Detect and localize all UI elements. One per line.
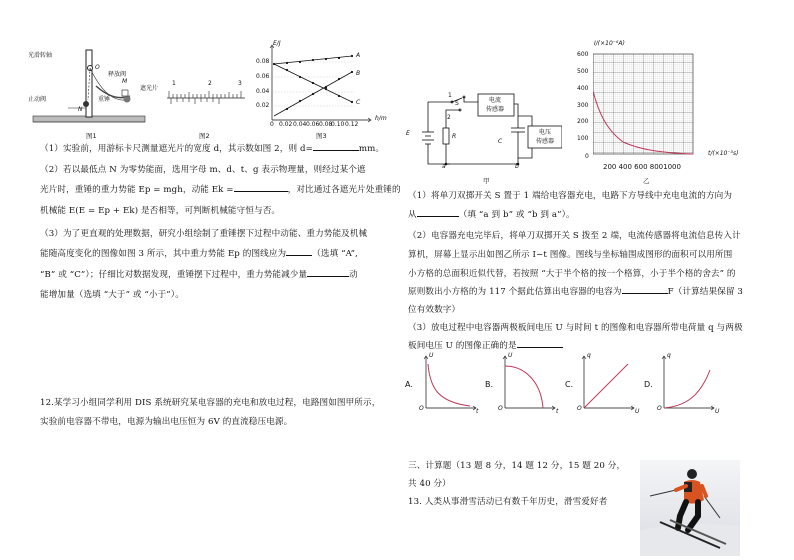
fig3-caption: 图3 [316, 132, 327, 140]
fig2-caption: 图2 [199, 132, 210, 140]
fig3-ytick-3: 0.02 [256, 102, 270, 109]
option-b-xlabel: t [556, 408, 559, 415]
circuit-label-2: 2 [447, 114, 451, 121]
fig3-label-a: A [356, 52, 361, 59]
option-b-graph [497, 352, 559, 414]
option-a-letter: A. [405, 380, 413, 389]
fig2-tick-1: 1 [172, 80, 176, 87]
option-b-letter: B. [485, 380, 494, 389]
graph-caption: 乙 [643, 177, 650, 185]
option-b-origin: O [498, 405, 503, 412]
fig1-caption: 图1 [86, 132, 97, 140]
option-a-xlabel: t [476, 408, 479, 415]
right-q1-line2: 从 （填 “a 到 b” 或 “b 到 a”）。 [408, 207, 575, 224]
left-q12-line2: 实验前电容器不带电，电源为输出电压恒为 6V 的直流稳压电源。 [40, 417, 293, 427]
fig3-ytick-0: 0.08 [256, 58, 270, 65]
circuit-label-c: C [498, 138, 503, 145]
fig1-label-stop: 止动阀 [28, 96, 47, 103]
graph-xticks: 200 400 600 8001000 [603, 163, 681, 171]
graph-ytick-0: 0 [585, 153, 589, 160]
fig1-label-weight: 重锤 [98, 96, 111, 103]
graph-ytick-100: 100 [577, 135, 589, 142]
skier-photo [640, 460, 740, 556]
circuit-label-a: a [442, 163, 446, 170]
option-a-origin: O [419, 405, 424, 412]
fig3-xtick-4: 0.08 [319, 121, 333, 128]
fig1-label-m: M [122, 78, 128, 85]
current-time-graph [593, 52, 713, 164]
right-q1-line1: （1）将单刀双掷开关 S 置于 1 端给电容器充电，电路下方导线中充电电流的方向为 [408, 191, 733, 201]
fig3-label-c: C [356, 99, 361, 106]
graph-ytick-400: 400 [577, 85, 589, 92]
fig1-label-release: 释放阀 [108, 71, 127, 78]
left-q2-line1: （2）若以最低点 N 为零势能面，选用字母 m、d、t、g 表示物理量，则经过某个遮 [40, 165, 366, 175]
fig3-xtick-1: 0.02 [279, 121, 293, 128]
fig3-xtick-6: 0.12 [345, 121, 359, 128]
fig3-xtick-5: 0.10 [331, 121, 345, 128]
fig3-xtick-0: 0 [270, 121, 274, 128]
section-3-heading-line2: 共 40 分） [408, 479, 451, 489]
option-c-letter: C. [565, 380, 574, 389]
voltage-sensor-box: 电压 传感器 [535, 129, 554, 145]
graph-ytick-500: 500 [577, 68, 589, 75]
fig3-label-b: B [356, 70, 361, 77]
option-a-ylabel: U [429, 352, 434, 359]
left-q3-line2: 能随高度变化的图像如图 3 所示，其中重力势能 Ep 的图线应为 （选填 “A”, [40, 246, 358, 263]
fig3-ylabel: E/J [273, 40, 281, 47]
left-q12-line1: 12.某学习小组同学利用 DIS 系统研究某电容器的充电和放电过程，电路图如图甲所示， [40, 398, 381, 408]
fig3-xtick-2: 0.04 [293, 121, 307, 128]
right-q2-line1: （2）电容器充电完毕后，将单刀双掷开关 S 拨至 2 端，电流传感器将电流信息传入计 [408, 231, 741, 241]
section-3-heading-line1: 三、计算题（13 题 8 分，14 题 12 分，15 题 20 分， [408, 461, 626, 471]
option-c-origin: O [577, 405, 582, 412]
fig3-xtick-3: 0.06 [306, 121, 320, 128]
option-d-letter: D. [644, 380, 653, 389]
option-d-graph [656, 352, 718, 414]
graph-ytick-200: 200 [577, 118, 589, 125]
circuit-label-r: R [452, 133, 457, 140]
fig3-xlabel: h/m [375, 115, 387, 122]
graph-xlabel: t/(×10⁻³s) [708, 150, 739, 157]
circuit-label-s: S [455, 100, 459, 107]
question-13-text: 13. 人类从事滑雪活动已有数千年历史，滑雪爱好者 [408, 497, 608, 507]
option-c-graph [576, 352, 638, 414]
option-d-origin: O [657, 405, 662, 412]
left-q1: （1）实验前，用游标卡尺测量遮光片的宽度 d，其示数如图 2，则 d= mm。 [40, 141, 384, 158]
left-q3-line4: 能增加量（选填 “大于” 或 “小于”）。 [40, 290, 184, 300]
fig1-label-shade: 遮光片 [140, 85, 159, 92]
option-d-ylabel: q [667, 352, 671, 359]
fig2-tick-2: 2 [208, 80, 212, 87]
fig1-label-pulley: 光滑转轴 [28, 52, 53, 59]
graph-ytick-300: 300 [577, 102, 589, 109]
right-q2-line3: 小方格的总面积近似代替，若按照 “大于半个格的按一个格算，小于半个格的舍去” 的 [408, 269, 736, 279]
option-a-graph [418, 352, 480, 414]
fig2-tick-3: 3 [238, 80, 242, 87]
circuit-label-1: 1 [448, 92, 452, 99]
left-q2-line2: 光片时，重锤的重力势能 Ep = mgh，动能 Ek = ，对比通过各遮光片处重锤的 [40, 182, 401, 199]
fig3-ytick-1: 0.06 [256, 73, 270, 80]
circuit-label-e: E [406, 130, 410, 137]
fig3-ytick-2: 0.04 [256, 88, 270, 95]
right-q2-line4: 原则数出小方格的为 117 个据此估算出电容器的电容为 F（计算结果保留 3 [408, 284, 743, 301]
left-q3-line3: “B” 或 “C”）；仔细比对数据发现，重锤摆下过程中，重力势能减少量 动 [40, 267, 358, 284]
fig1-label-n: N [78, 106, 83, 113]
circuit-label-b: b [515, 163, 519, 170]
right-q2-line2: 算机，屏幕上显示出如图乙所示 I−t 图像。图线与坐标轴围成图形的面积可以用所围 [408, 250, 733, 260]
right-q2-line5: 位有效数字） [408, 305, 461, 315]
fig1-label-o: O [95, 64, 100, 71]
figure-2-vernier [165, 88, 247, 108]
current-sensor-box: 电流 传感器 [485, 97, 504, 113]
graph-ylabel: I/(×10⁻⁶A) [594, 40, 625, 47]
right-q3-line2: 板间电压 U 的图像正确的是 [408, 338, 563, 355]
left-q3-line1: （3）为了更直观的处理数据，研究小组绘制了重锤摆下过程中动能、重力势能及机械 [40, 229, 368, 239]
option-c-xlabel: U [635, 408, 640, 415]
option-b-ylabel: U [508, 352, 513, 359]
circuit-caption: 甲 [483, 177, 490, 185]
graph-ytick-600: 600 [577, 51, 589, 58]
left-q2-line3: 机械能 E(E = Ep + Ek) 是否相等，可判断机械能守恒与否。 [40, 206, 281, 216]
right-q3-line1: （3）放电过程中电容器两极板间电压 U 与时间 t 的图像和电容器所带电荷量 q 与两极 [408, 323, 743, 333]
option-d-xlabel: U [715, 408, 720, 415]
option-c-ylabel: q [587, 352, 591, 359]
